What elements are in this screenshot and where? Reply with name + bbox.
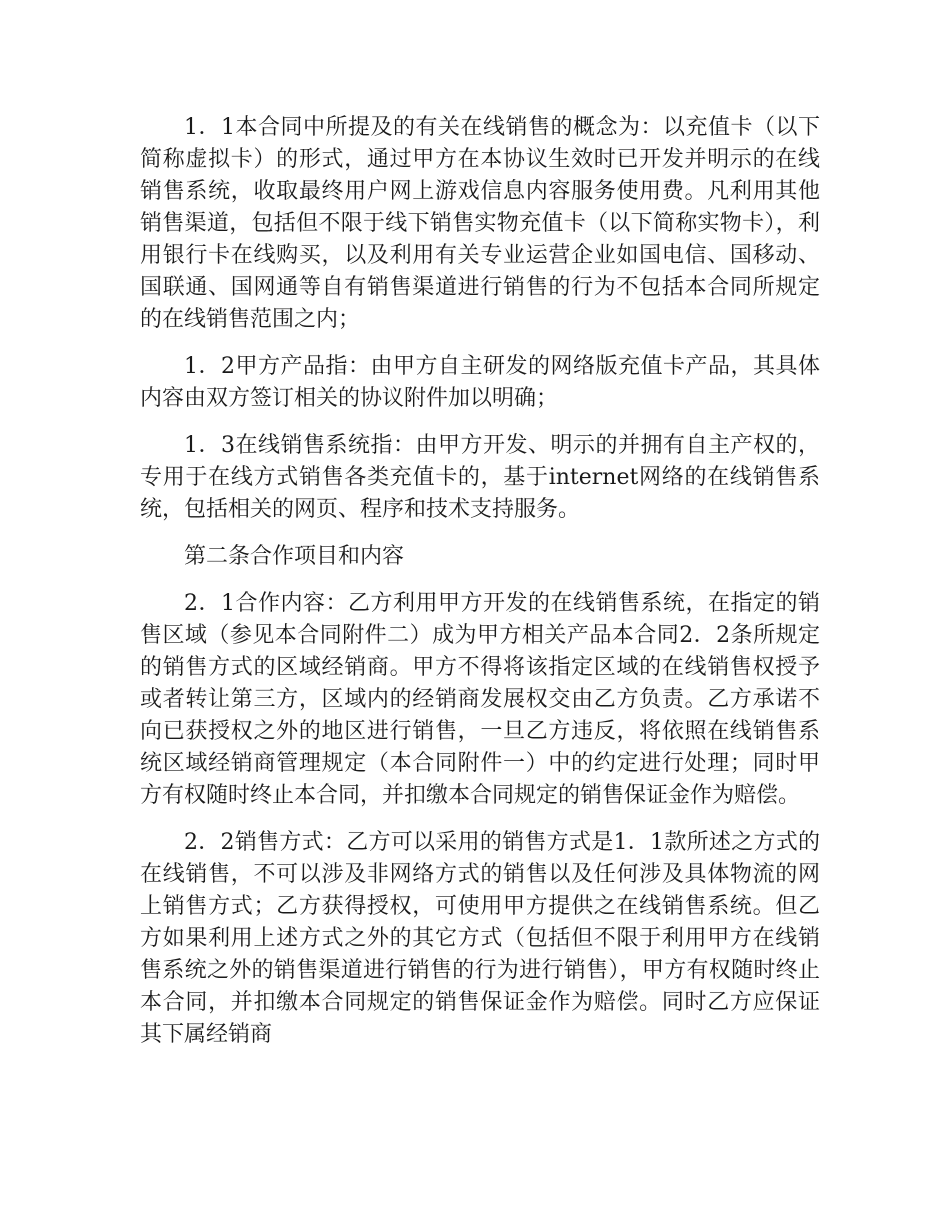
paragraph-1-3: 1．3在线销售系统指：由甲方开发、明示的并拥有自主产权的，专用于在线方式销售各类充值卡的，基于internet网络的在线销售系统，包括相关的网页、程序和技术支持服务。 [140,433,820,522]
paragraph-1-1: 1．1本合同中所提及的有关在线销售的概念为：以充值卡（以下简称虚拟卡）的形式，通过甲方在本协议生效时已开发并明示的在线销售系统，收取最终用户网上游戏信息内容服务使用费。凡利用其他销售渠道，包括但不限于线下销售实物充值卡（以下简称实物卡），利用银行卡在线购买，以及利用有关专业运营企业如国电信、国移动、国联通、国网通等自有销售渠道进行销售的行为不包括本合同所规定的在线销售范围之内； [140,115,820,332]
paragraph-2-1: 2．1合作内容：乙方利用甲方开发的在线销售系统，在指定的销售区域（参见本合同附件二）成为甲方相关产品本合同2．2条所规定的销售方式的区域经销商。甲方不得将该指定区域的在线销售权授予或者转让第三方，区域内的经销商发展权交由乙方负责。乙方承诺不向已获授权之外的地区进行销售，一旦乙方违反，将依照在线销售系统区域经销商管理规定（本合同附件一）中的约定进行处理；同时甲方有权随时终止本合同，并扣缴本合同规定的销售保证金作为赔偿。 [140,591,820,808]
document-body [140,112,820,1066]
paragraph-2-2: 2．2销售方式：乙方可以采用的销售方式是1．1款所述之方式的在线销售，不可以涉及非网络方式的销售以及任何涉及具体物流的网上销售方式；乙方获得授权，可使用甲方提供之在线销售系统。但乙方如果利用上述方式之外的其它方式（包括但不限于利用甲方在线销售系统之外的销售渠道进行销售的行为进行销售），甲方有权随时终止本合同，并扣缴本合同规定的销售保证金作为赔偿。同时乙方应保证其下属经销商 [140,830,820,1047]
paragraph-1-2: 1．2甲方产品指：由甲方自主研发的网络版充值卡产品，其具体内容由双方签订相关的协议附件加以明确； [140,354,820,411]
section-heading-article-2: 第二条合作项目和内容 [184,544,405,569]
